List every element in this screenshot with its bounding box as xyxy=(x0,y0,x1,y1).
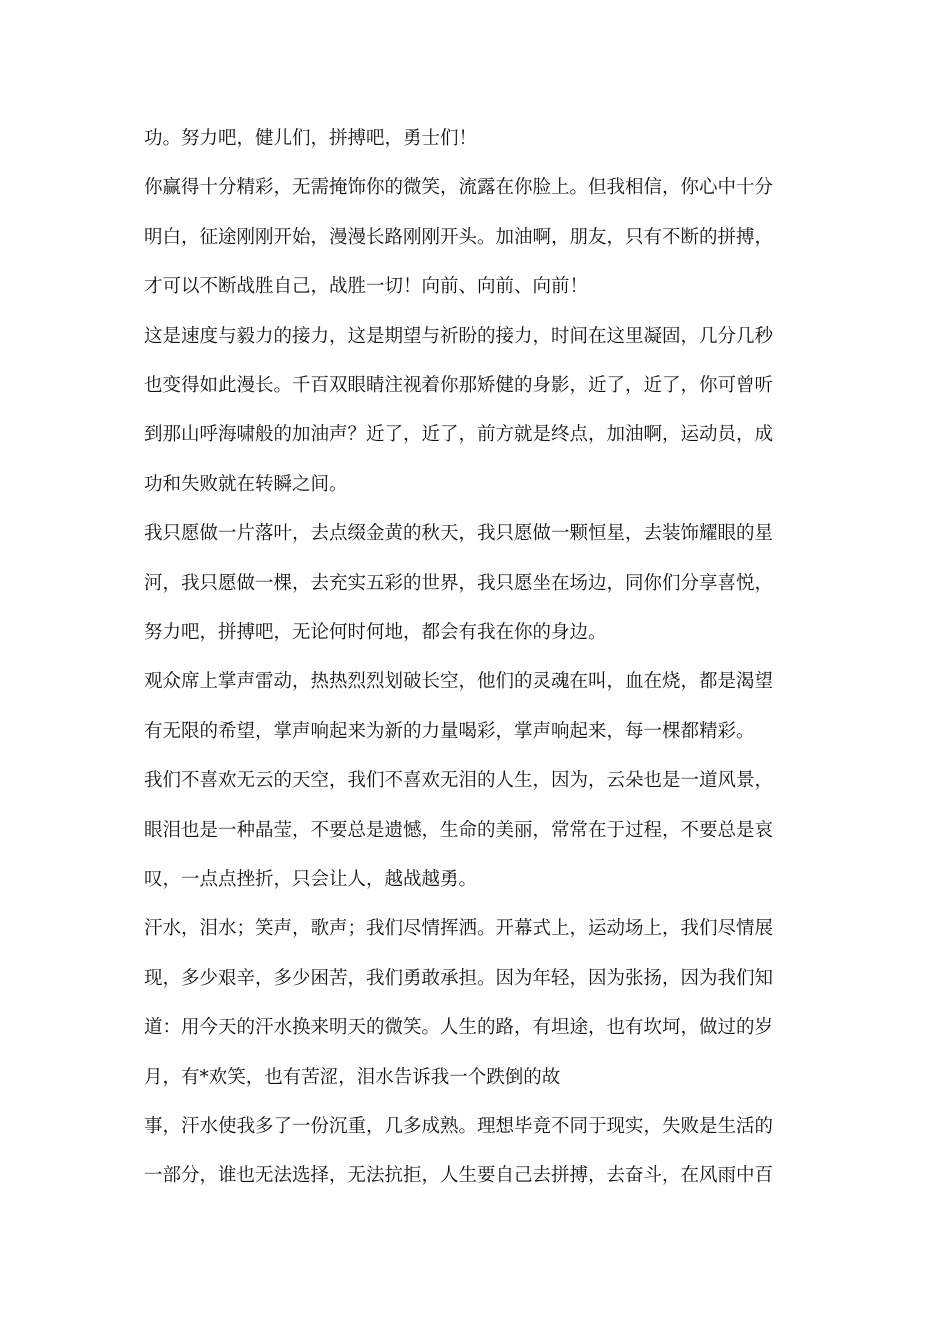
text-line-content: 有无限的希望，掌声响起来为新的力量喝彩，掌声响起来，每一棵都精彩。 xyxy=(144,720,755,742)
text-line xyxy=(0,272,950,302)
text-line-content: 你赢得十分精彩，无需掩饰你的微笑，流露在你脸上。但我相信，你心中十分 xyxy=(144,177,774,199)
text-line xyxy=(0,173,950,203)
text-line xyxy=(0,816,950,846)
text-line xyxy=(0,964,950,994)
text-line-content: 眼泪也是一种晶莹，不要总是遗憾，生命的美丽，常常在于过程，不要总是哀 xyxy=(144,819,774,841)
text-line xyxy=(0,569,950,599)
text-line xyxy=(0,1161,950,1191)
text-line-content: 我们不喜欢无云的天空，我们不喜欢无泪的人生，因为，云朵也是一道风景， xyxy=(144,770,774,792)
text-line xyxy=(0,914,950,944)
text-line xyxy=(0,519,950,549)
text-line-content: 才可以不断战胜自己，战胜一切！向前、向前、向前！ xyxy=(144,276,589,298)
text-line xyxy=(0,420,950,450)
text-line-content: 到那山呼海啸般的加油声？近了，近了，前方就是终点，加油啊，运动员，成 xyxy=(144,424,774,446)
text-line xyxy=(0,223,950,253)
text-line-content: 叹，一点点挫折，只会让人，越战越勇。 xyxy=(144,869,478,890)
text-line-content: 也变得如此漫长。千百双眼睛注视着你那矫健的身影，近了，近了，你可曾听 xyxy=(144,375,774,396)
text-line xyxy=(0,865,950,895)
text-line-content: 月，有*欢笑，也有苦涩，泪水告诉我一个跌倒的故 xyxy=(144,1066,561,1088)
text-line-content: 这是速度与毅力的接力，这是期望与祈盼的接力，时间在这里凝固，几分几秒 xyxy=(144,325,774,347)
text-line xyxy=(0,1063,950,1093)
text-line xyxy=(0,470,950,500)
text-line-content: 道：用今天的汗水换来明天的微笑。人生的路，有坦途，也有坎坷，做过的岁 xyxy=(144,1017,774,1039)
text-line-content: 观众席上掌声雷动，热热烈烈划破长空，他们的灵魂在叫，血在烧，都是渴望 xyxy=(144,671,774,693)
text-line-content: 事，汗水使我多了一份沉重，几多成熟。理想毕竟不同于现实，失败是生活的 xyxy=(144,1116,774,1137)
text-line-content: 一部分，谁也无法选择，无法抗拒，人生要自己去拼搏，去奋斗，在风雨中百 xyxy=(144,1165,774,1187)
text-line-content: 我只愿做一片落叶，去点缀金黄的秋天，我只愿做一颗恒星，去装饰耀眼的星 xyxy=(144,523,774,545)
text-line-content: 河，我只愿做一棵，去充实五彩的世界，我只愿坐在场边，同你们分享喜悦， xyxy=(144,572,774,594)
text-line-content: 功和失败就在转瞬之间。 xyxy=(144,473,348,495)
text-line-content: 现，多少艰辛，多少困苦，我们勇敢承担。因为年轻，因为张扬，因为我们知 xyxy=(144,967,774,989)
text-line xyxy=(0,1112,950,1142)
text-line xyxy=(0,618,950,648)
text-line-content: 汗水，泪水；笑声，歌声；我们尽情挥洒。开幕式上，运动场上，我们尽情展 xyxy=(144,918,774,940)
text-line-content: 功。努力吧，健儿们，拼搏吧，勇士们！ xyxy=(144,128,478,149)
text-line xyxy=(0,766,950,796)
text-line-content: 明白，征途刚刚开始，漫漫长路刚刚开头。加油啊，朋友，只有不断的拼搏， xyxy=(144,226,774,248)
text-line xyxy=(0,717,950,747)
text-line xyxy=(0,1013,950,1043)
text-line xyxy=(0,667,950,697)
text-line xyxy=(0,124,950,154)
text-line-content: 努力吧，拼搏吧，无论何时何地，都会有我在你的身边。 xyxy=(144,622,607,643)
text-line xyxy=(0,371,950,401)
text-line xyxy=(0,322,950,352)
